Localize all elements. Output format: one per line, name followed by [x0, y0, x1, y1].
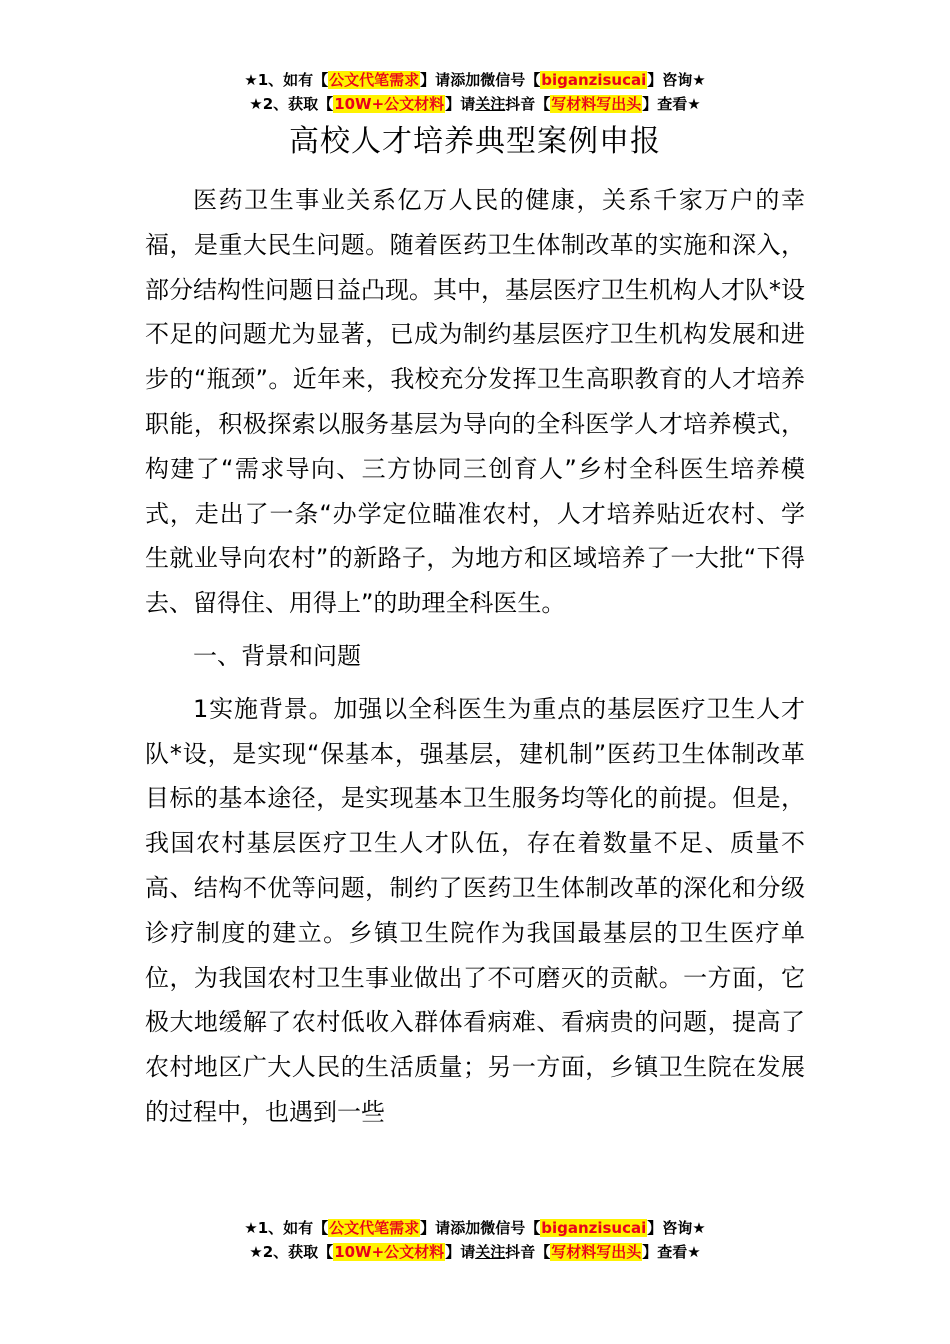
- promo-text: 】请: [445, 1243, 476, 1261]
- promo-text: ★1、如有【: [244, 71, 329, 89]
- promo-highlight-wechat-id: biganzisucai: [541, 71, 647, 89]
- promo-text: 】请: [445, 95, 476, 113]
- promo-line-2: [0, 1240, 950, 1264]
- promo-text: 】请: [420, 71, 451, 89]
- promo-highlight-wechat-id: biganzisucai: [541, 1219, 647, 1237]
- promo-text: 】查看★: [642, 1243, 701, 1261]
- promo-highlight-douyin-id: 写材料写出头: [551, 95, 642, 113]
- promo-text: ★2、获取【: [249, 95, 334, 113]
- promo-text: 抖音【: [505, 95, 551, 113]
- promo-text: 抖音【: [505, 1243, 551, 1261]
- promo-emphasis: 添加: [450, 71, 481, 89]
- promo-text: 】咨询★: [647, 71, 706, 89]
- promo-text: 】咨询★: [647, 1219, 706, 1237]
- header-promo-banner: [0, 68, 950, 116]
- promo-text: 】查看★: [642, 95, 701, 113]
- paragraph-intro: 医药卫生事业关系亿万人民的健康，关系千家万户的幸福，是重大民生问题。随着医药卫生体制改革的实施和深入，部分结构性问题日益凸现。其中，基层医疗卫生机构人才队*设不足的问题尤为显著，已成为制约基层医疗卫生机构发展和进步的“瓶颈”。近年来，我校充分发挥卫生高职教育的人才培养职能，积极探索以服务基层为导向的全科医学人才培养模式，构建了“需求导向、三方协同三创育人”乡村全科医生培养模式，走出了一条“办学定位瞄准农村，人才培养贴近农村、学生就业导向农村”的新路子，为地方和区域培养了一大批“下得去、留得住、用得上”的助理全科医生。: [145, 186, 805, 618]
- promo-line-2: [0, 92, 950, 116]
- promo-highlight: 10W+公文材料: [334, 1243, 445, 1261]
- promo-line-1: [0, 68, 950, 92]
- promo-highlight: 10W+公文材料: [334, 95, 445, 113]
- promo-line-1: [0, 1216, 950, 1240]
- promo-emphasis: 关注: [475, 95, 506, 113]
- footer-promo-banner: [0, 1216, 950, 1264]
- document-title: 高校人才培养典型案例申报: [289, 124, 661, 159]
- promo-highlight-douyin-id: 写材料写出头: [551, 1243, 642, 1261]
- promo-text: 】请: [420, 1219, 451, 1237]
- paragraph-background: 1实施背景。加强以全科医生为重点的基层医疗卫生人才队*设，是实现“保基本，强基层，建机制”医药卫生体制改革目标的基本途径，是实现基本卫生服务均等化的前提。但是，我国农村基层医疗卫生人才队伍，存在着数量不足、质量不高、结构不优等问题，制约了医药卫生体制改革的深化和分级诊疗制度的建立。乡镇卫生院作为我国最基层的卫生医疗单位，为我国农村卫生事业做出了不可磨灭的贡献。一方面，它极大地缓解了农村低收入群体看病难、看病贵的问题，提高了农村地区广大人民的生活质量；另一方面，乡镇卫生院在发展的过程中，也遇到一些: [145, 694, 805, 1126]
- promo-text: 微信号【: [480, 71, 541, 89]
- promo-text: ★2、获取【: [249, 1243, 334, 1261]
- promo-highlight: 公文代笔需求: [329, 1219, 420, 1237]
- promo-text: ★1、如有【: [244, 1219, 329, 1237]
- promo-emphasis: 关注: [475, 1243, 506, 1261]
- promo-highlight: 公文代笔需求: [329, 71, 420, 89]
- section-heading: 一、背景和问题: [193, 641, 361, 670]
- document-body: [145, 178, 805, 1135]
- promo-text: 微信号【: [480, 1219, 541, 1237]
- promo-emphasis: 添加: [450, 1219, 481, 1237]
